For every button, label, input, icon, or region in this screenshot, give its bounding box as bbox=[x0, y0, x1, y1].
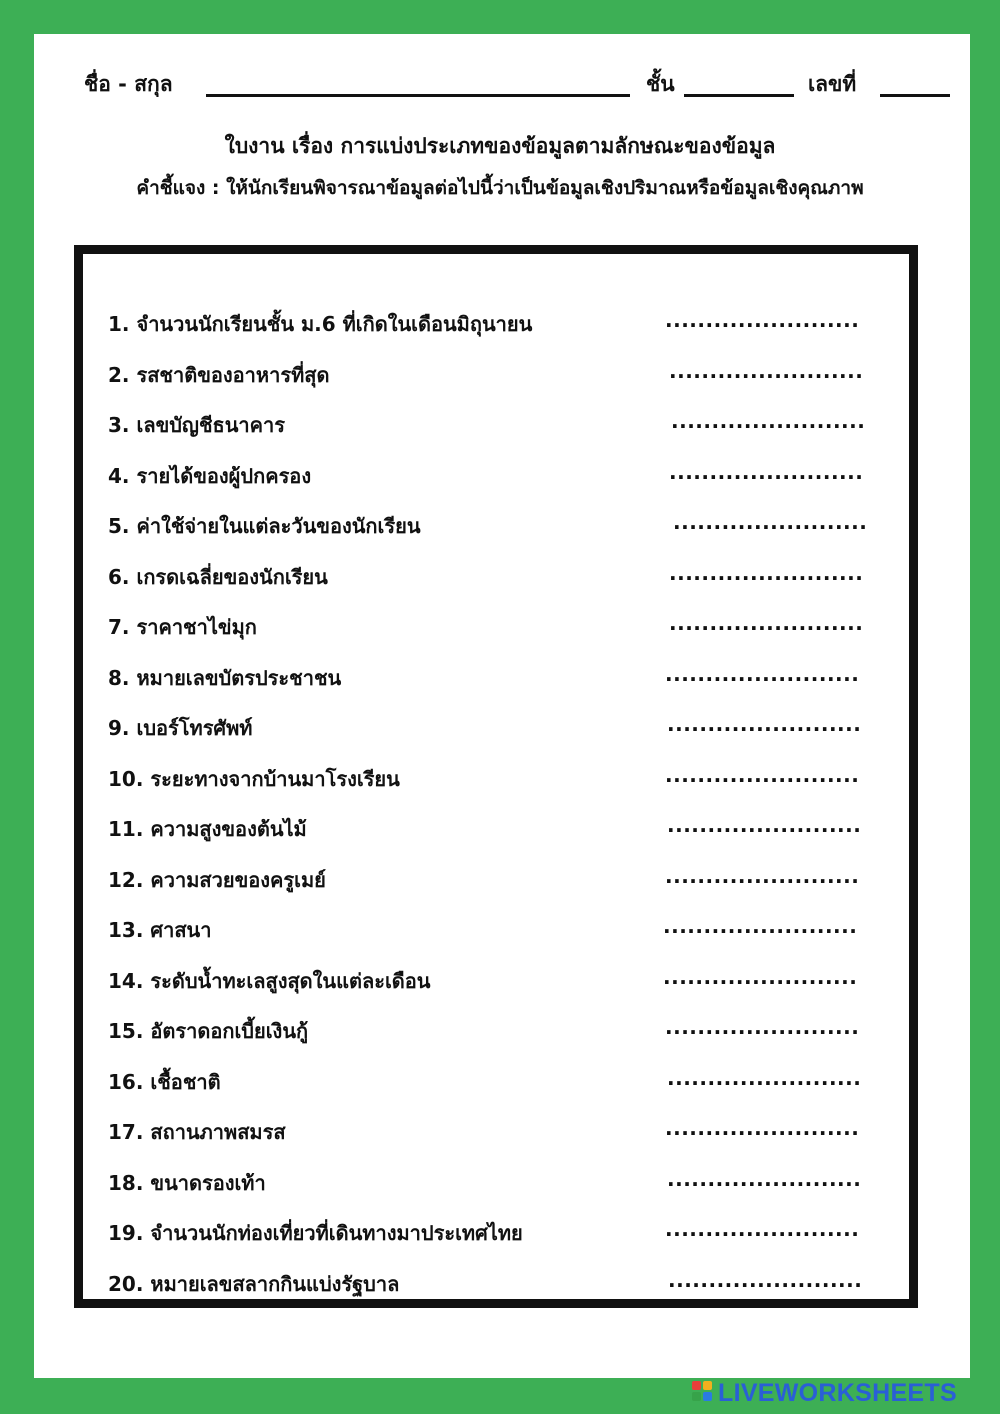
answer-blank[interactable]: ........................ bbox=[665, 661, 860, 686]
student-info-header bbox=[0, 62, 1000, 102]
question-item bbox=[108, 1260, 888, 1300]
question-label: 8. หมายเลขบัตรประชาชน bbox=[108, 665, 342, 690]
question-label: 15. อัตราดอกเบี้ยเงินกู้ bbox=[108, 1019, 309, 1043]
question-item bbox=[108, 1058, 888, 1098]
question-label: 5. ค่าใช้จ่ายในแต่ละวันของนักเรียน bbox=[108, 514, 421, 538]
number-label: เลขที่ bbox=[808, 72, 857, 96]
question-label: 18. ขนาดรองเท้า bbox=[108, 1170, 266, 1195]
question-label: 16. เชื้อชาติ bbox=[108, 1069, 221, 1094]
question-label: 1. จำนวนนักเรียนชั้น ม.6 ที่เกิดในเดือนมิถุนายน bbox=[108, 312, 533, 336]
question-label: 12. ความสวยของครูเมย์ bbox=[108, 867, 326, 892]
question-label: 14. ระดับน้ำทะเลสูงสุดในแต่ละเดือน bbox=[108, 968, 431, 993]
answer-blank[interactable]: ........................ bbox=[669, 611, 864, 635]
question-label: 10. ระยะทางจากบ้านมาโรงเรียน bbox=[108, 766, 400, 791]
answer-blank[interactable]: ........................ bbox=[663, 964, 858, 989]
answer-blank[interactable]: ........................ bbox=[668, 1267, 863, 1292]
question-item bbox=[108, 351, 888, 391]
question-item bbox=[108, 1209, 888, 1249]
answer-blank[interactable]: ........................ bbox=[671, 409, 866, 433]
question-item bbox=[108, 957, 888, 997]
question-item bbox=[108, 1007, 888, 1047]
class-input-line[interactable] bbox=[684, 94, 794, 97]
worksheet-title: ใบงาน เรื่อง การแบ่งประเภทของข้อมูลตามลักษณะของข้อมูล bbox=[224, 134, 776, 158]
question-item bbox=[108, 502, 888, 542]
liveworksheets-mark-icon bbox=[692, 1381, 714, 1405]
answer-blank[interactable]: ........................ bbox=[663, 914, 858, 938]
liveworksheets-logo bbox=[692, 1378, 957, 1408]
question-item bbox=[108, 603, 888, 643]
name-input-line[interactable] bbox=[206, 94, 630, 97]
question-item bbox=[108, 300, 888, 340]
question-item bbox=[108, 704, 888, 744]
answer-blank[interactable]: ........................ bbox=[665, 863, 860, 888]
question-item bbox=[108, 856, 888, 896]
question-label: 4. รายได้ของผู้ปกครอง bbox=[108, 463, 312, 488]
answer-blank[interactable]: ........................ bbox=[669, 560, 864, 585]
answer-blank[interactable]: ........................ bbox=[669, 459, 864, 484]
answer-blank[interactable]: ........................ bbox=[665, 1015, 860, 1039]
question-label: 3. เลขบัญชีธนาคาร bbox=[108, 413, 286, 437]
class-label: ชั้น bbox=[646, 72, 675, 96]
worksheet-instructions: คำชี้แจง : ให้นักเรียนพิจารณาข้อมูลต่อไปนี้ว่าเป็นข้อมูลเชิงปริมาณหรือข้อมูลเชิงคุณภาพ bbox=[136, 177, 864, 199]
answer-blank[interactable]: ........................ bbox=[665, 762, 860, 787]
answer-blank[interactable]: ........................ bbox=[665, 1116, 860, 1140]
question-label: 20. หมายเลขสลากกินแบ่งรัฐบาล bbox=[108, 1271, 400, 1296]
answer-blank[interactable]: ........................ bbox=[667, 813, 862, 837]
question-item bbox=[108, 805, 888, 845]
answer-blank[interactable]: ........................ bbox=[673, 510, 868, 534]
answer-blank[interactable]: ........................ bbox=[667, 1065, 862, 1090]
question-label: 13. ศาสนา bbox=[108, 918, 212, 942]
question-label: 2. รสชาติของอาหารที่สุด bbox=[108, 362, 330, 387]
answer-blank[interactable]: ........................ bbox=[669, 358, 864, 383]
question-item bbox=[108, 401, 888, 441]
question-label: 19. จำนวนนักท่องเที่ยวที่เดินทางมาประเทศไทย bbox=[108, 1221, 523, 1245]
question-item bbox=[108, 906, 888, 946]
answer-blank[interactable]: ........................ bbox=[665, 1217, 860, 1241]
question-label: 9. เบอร์โทรศัพท์ bbox=[108, 716, 253, 740]
question-label: 17. สถานภาพสมรส bbox=[108, 1120, 286, 1144]
question-item bbox=[108, 654, 888, 694]
question-label: 7. ราคาชาไข่มุก bbox=[108, 615, 257, 639]
number-input-line[interactable] bbox=[880, 94, 950, 97]
question-label: 6. เกรดเฉลี่ยของนักเรียน bbox=[108, 564, 328, 589]
answer-blank[interactable]: ........................ bbox=[665, 308, 860, 332]
answer-blank[interactable]: ........................ bbox=[667, 1166, 862, 1191]
liveworksheets-text: LIVEWORKSHEETS bbox=[718, 1378, 957, 1407]
question-item bbox=[108, 553, 888, 593]
question-item bbox=[108, 1108, 888, 1148]
answer-blank[interactable]: ........................ bbox=[667, 712, 862, 736]
question-label: 11. ความสูงของต้นไม้ bbox=[108, 817, 307, 841]
question-item bbox=[108, 755, 888, 795]
question-item bbox=[108, 452, 888, 492]
question-item bbox=[108, 1159, 888, 1199]
name-label: ชื่อ - สกุล bbox=[84, 72, 173, 96]
